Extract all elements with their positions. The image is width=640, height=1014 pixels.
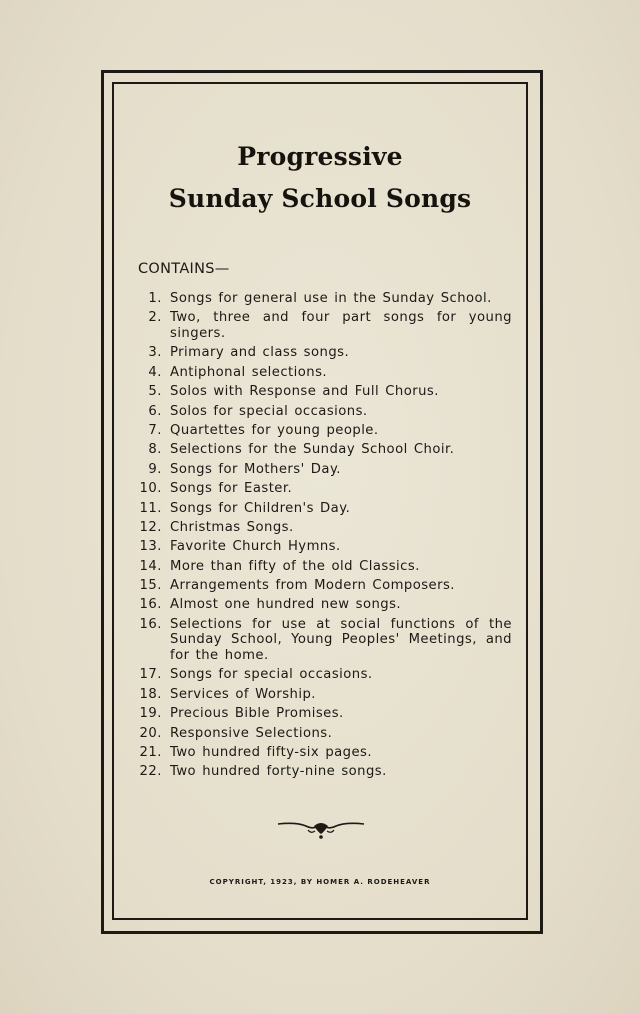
list-item-text: Antiphonal selections. xyxy=(170,364,328,380)
list-item xyxy=(134,745,512,761)
list-item xyxy=(134,578,512,594)
copyright-notice: COPYRIGHT, 1923, BY HOMER A. RODEHEAVER xyxy=(209,878,431,886)
list-item-text: Selections for use at social functions of the Sunday School, Young Peoples' Meetings, and for the home. xyxy=(170,616,512,664)
list-item-number: 16. xyxy=(139,616,162,632)
list-item-text: Songs for Easter. xyxy=(170,481,293,497)
list-item-text: Solos with Response and Full Chorus. xyxy=(170,384,439,400)
list-item-text: Selections for the Sunday School Choir. xyxy=(170,442,455,458)
list-item-text: Services of Worship. xyxy=(170,686,316,702)
list-item-text: Favorite Church Hymns. xyxy=(170,539,341,555)
list-item xyxy=(134,597,512,613)
list-item xyxy=(134,501,512,517)
list-item-text: Songs for Children's Day. xyxy=(170,500,351,516)
list-item-number: 19. xyxy=(139,706,162,722)
list-item-text: Two hundred fifty-six pages. xyxy=(170,744,373,760)
list-item-number: 14. xyxy=(139,558,162,574)
list-item xyxy=(134,764,512,780)
list-item xyxy=(134,404,512,420)
list-item-text: Quartettes for young people. xyxy=(170,422,379,438)
list-item-text: Solos for special occasions. xyxy=(170,403,368,419)
list-item xyxy=(134,462,512,478)
list-item-text: Songs for general use in the Sunday School. xyxy=(170,291,492,306)
title-line-2: Sunday School Songs xyxy=(168,184,472,213)
list-item-text: Songs for Mothers' Day. xyxy=(170,461,341,477)
list-item xyxy=(134,687,512,703)
list-item-number: 1. xyxy=(148,291,162,306)
list-item-text: Almost one hundred new songs. xyxy=(170,597,402,613)
list-item-text: Primary and class songs. xyxy=(170,345,350,361)
list-item-number: 18. xyxy=(139,686,162,702)
list-item-number: 17. xyxy=(139,667,162,683)
list-item xyxy=(134,481,512,497)
list-item xyxy=(134,539,512,555)
list-item xyxy=(134,345,512,361)
list-item-text: Precious Bible Promises. xyxy=(170,706,344,722)
list-item-number: 3. xyxy=(148,345,162,361)
list-item xyxy=(134,310,512,341)
list-item-number: 4. xyxy=(148,364,162,380)
list-item xyxy=(134,291,512,307)
list-item-text: More than fifty of the old Classics. xyxy=(170,558,420,574)
list-item xyxy=(134,617,512,664)
list-item-number: 9. xyxy=(148,461,162,477)
list-item-text: Arrangements from Modern Composers. xyxy=(170,578,455,594)
list-item xyxy=(134,706,512,722)
list-item-number: 8. xyxy=(148,442,162,458)
list-item-number: 15. xyxy=(139,578,162,594)
list-item-number: 21. xyxy=(139,744,162,760)
list-item-number: 5. xyxy=(148,384,162,400)
list-item xyxy=(134,442,512,458)
list-item xyxy=(134,365,512,381)
list-item-number: 13. xyxy=(139,539,162,555)
list-item-text: Two hundred forty-nine songs. xyxy=(170,764,387,780)
list-item-number: 7. xyxy=(148,422,162,438)
list-item-number: 12. xyxy=(139,519,162,535)
scroll-ornament-icon xyxy=(276,818,366,840)
list-item-text: Responsive Selections. xyxy=(170,725,333,741)
list-item-number: 2. xyxy=(148,310,162,326)
list-item xyxy=(134,520,512,536)
list-item xyxy=(134,423,512,439)
list-item-text: Songs for special occasions. xyxy=(170,667,373,683)
contents-list xyxy=(134,291,512,784)
list-item-number: 22. xyxy=(139,764,162,780)
list-item xyxy=(134,667,512,683)
list-item-number: 6. xyxy=(148,403,162,419)
list-item-number: 11. xyxy=(139,500,162,516)
list-item-number: 16. xyxy=(139,597,162,613)
list-item-number: 10. xyxy=(139,481,162,497)
list-item-text: Christmas Songs. xyxy=(170,519,294,535)
list-item xyxy=(134,384,512,400)
list-item-text: Two, three and four part songs for young singers. xyxy=(170,310,512,341)
contains-label: CONTAINS— xyxy=(138,261,230,277)
list-item xyxy=(134,559,512,575)
list-item xyxy=(134,726,512,742)
title-line-1: Progressive xyxy=(237,142,403,171)
list-item-number: 20. xyxy=(139,725,162,741)
